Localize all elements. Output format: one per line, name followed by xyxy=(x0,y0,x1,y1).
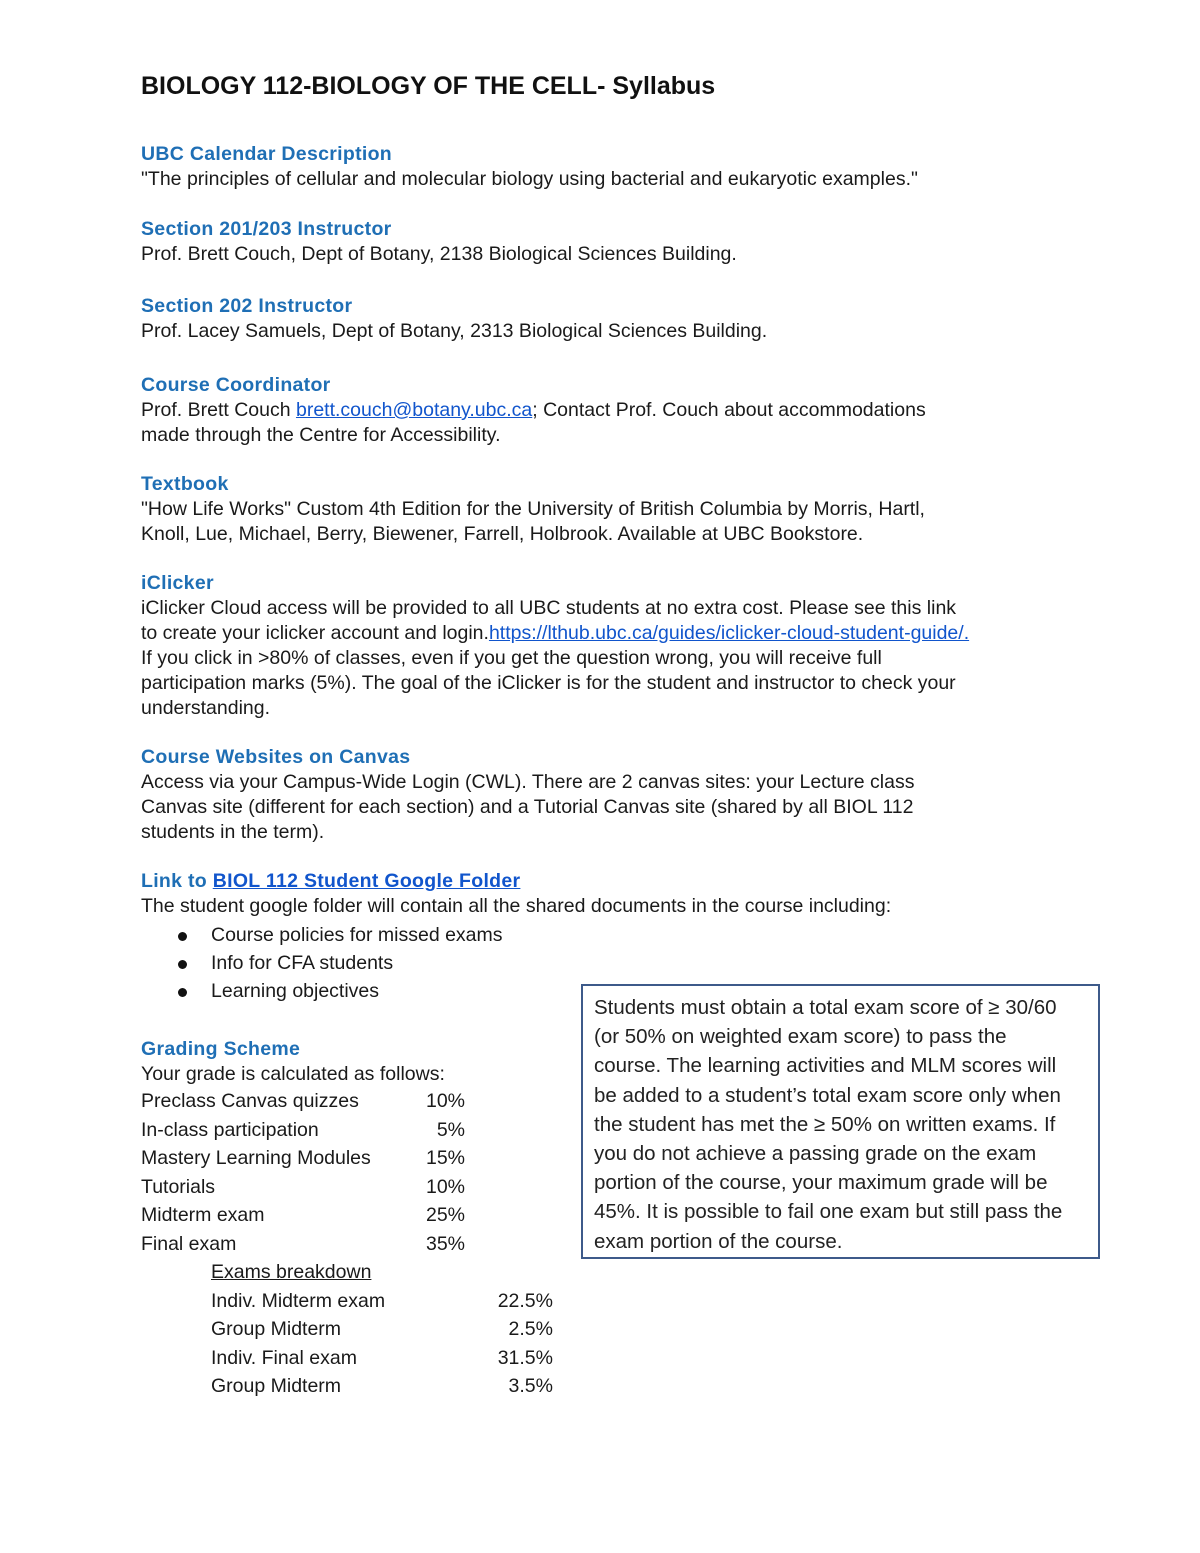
grade-item: Mastery Learning Modules xyxy=(141,1147,371,1169)
coordinator-heading: Course Coordinator xyxy=(141,374,331,396)
coordinator-line1 xyxy=(141,398,1071,423)
section202-text: Prof. Lacey Samuels, Dept of Botany, 2313 Biological Sciences Building. xyxy=(141,320,768,342)
bullet-text: Info for CFA students xyxy=(211,952,394,974)
google-folder-link[interactable]: BIOL 112 Student Google Folder xyxy=(212,870,521,892)
grade-value: 35% xyxy=(425,1232,465,1255)
folder-heading-prefix: Link to xyxy=(141,870,213,892)
exam-item: Group Midterm xyxy=(211,1318,342,1340)
notice-line: (or 50% on weighted exam score) to pass the xyxy=(594,1025,1007,1049)
exam-item: Indiv. Final exam xyxy=(211,1346,357,1369)
coordinator-line2: made through the Centre for Accessibility. xyxy=(141,424,501,446)
notice-line: course. The learning activities and MLM scores will xyxy=(594,1054,1057,1078)
iclicker-line3: If you click in >80% of classes, even if you get the question wrong, you will receive full xyxy=(141,647,882,669)
grade-value: 10% xyxy=(425,1090,465,1112)
grade-value: 15% xyxy=(425,1147,465,1169)
grading-heading: Grading Scheme xyxy=(141,1038,301,1060)
grade-item: Final exam xyxy=(141,1232,237,1255)
notice-line: 45%. It is possible to fail one exam but still pass the xyxy=(594,1200,1063,1224)
exam-value: 3.5% xyxy=(508,1375,553,1397)
notice-line: the student has met the ≥ 50% on written exams. If xyxy=(594,1112,1056,1136)
iclicker-line5: understanding. xyxy=(141,697,271,719)
section201-section xyxy=(141,217,1071,267)
canvas-section xyxy=(141,745,1071,845)
list-item xyxy=(141,949,1071,977)
canvas-heading: Course Websites on Canvas xyxy=(141,746,411,768)
table-row xyxy=(141,1173,465,1202)
coordinator-suffix: ; Contact Prof. Couch about accommodations xyxy=(532,399,926,421)
table-row xyxy=(141,1087,465,1116)
grade-value: 10% xyxy=(425,1175,465,1198)
table-row xyxy=(211,1372,553,1401)
iclicker-section xyxy=(141,571,1071,721)
iclicker-line4: participation marks (5%). The goal of the iClicker is for the student and instructor to check your xyxy=(141,672,956,694)
list-item xyxy=(141,921,1071,949)
section202-heading: Section 202 Instructor xyxy=(141,295,353,317)
exam-breakdown xyxy=(141,1258,571,1401)
grading-intro: Your grade is calculated as follows: xyxy=(141,1063,445,1085)
table-row xyxy=(141,1116,465,1145)
iclicker-guide-link[interactable]: https://lthub.ubc.ca/guides/iclicker-cloud-student-guide/. xyxy=(488,622,970,644)
grade-item: Midterm exam xyxy=(141,1204,265,1226)
exam-breakdown-label: Exams breakdown xyxy=(211,1261,372,1283)
bullet-icon xyxy=(178,960,187,969)
iclicker-line2 xyxy=(141,621,1071,646)
section202-section xyxy=(141,294,1071,344)
section201-heading: Section 201/203 Instructor xyxy=(141,218,392,240)
calendar-heading: UBC Calendar Description xyxy=(141,143,392,165)
textbook-section xyxy=(141,472,1071,547)
notice-line: be added to a student’s total exam score only when xyxy=(594,1083,1061,1107)
notice-line: exam portion of the course. xyxy=(594,1229,843,1253)
textbook-line2: Knoll, Lue, Michael, Berry, Biewener, Farrell, Holbrook. Available at UBC Bookstore. xyxy=(141,523,864,545)
exam-breakdown-table xyxy=(211,1287,553,1401)
folder-text: The student google folder will contain all the shared documents in the course including: xyxy=(141,895,892,917)
canvas-line1: Access via your Campus-Wide Login (CWL). There are 2 canvas sites: your Lecture class xyxy=(141,771,915,793)
bullet-icon xyxy=(178,932,187,941)
bullet-text: Learning objectives xyxy=(211,980,380,1002)
textbook-line1: "How Life Works" Custom 4th Edition for the University of British Columbia by Morris, Hartl, xyxy=(141,498,925,520)
folder-heading xyxy=(141,869,1071,894)
notice-line: Students must obtain a total exam score of ≥ 30/60 xyxy=(594,996,1057,1019)
table-row xyxy=(211,1287,553,1316)
exam-requirement-notice xyxy=(581,984,1100,1259)
exam-value: 22.5% xyxy=(497,1289,553,1312)
exam-value: 2.5% xyxy=(508,1318,553,1340)
bullet-icon xyxy=(178,988,187,997)
notice-line: portion of the course, your maximum grade will be xyxy=(594,1171,1048,1195)
grade-item: Preclass Canvas quizzes xyxy=(141,1090,359,1112)
coordinator-prefix: Prof. Brett Couch xyxy=(141,399,296,421)
iclicker-line1: iClicker Cloud access will be provided to all UBC students at no extra cost. Please see this link xyxy=(141,597,957,619)
exam-value: 31.5% xyxy=(497,1346,553,1369)
canvas-line3: students in the term). xyxy=(141,821,325,843)
bullet-text: Course policies for missed exams xyxy=(211,924,503,946)
calendar-text: "The principles of cellular and molecular biology using bacterial and eukaryotic examples." xyxy=(141,168,918,190)
table-row xyxy=(141,1201,465,1230)
section201-text: Prof. Brett Couch, Dept of Botany, 2138 Biological Sciences Building. xyxy=(141,243,737,265)
iclicker-line2-prefix: to create your iclicker account and login. xyxy=(141,622,489,644)
coordinator-section xyxy=(141,373,1071,448)
canvas-line2: Canvas site (different for each section) and a Tutorial Canvas site (shared by all BIOL 112 xyxy=(141,796,914,818)
coordinator-email-link[interactable]: brett.couch@botany.ubc.ca xyxy=(295,399,533,421)
grade-item: Tutorials xyxy=(141,1175,216,1198)
table-row xyxy=(211,1344,553,1373)
exam-item: Indiv. Midterm exam xyxy=(211,1289,386,1312)
grade-item: In-class participation xyxy=(141,1118,319,1141)
document-title: BIOLOGY 112-BIOLOGY OF THE CELL- Syllabus xyxy=(141,72,716,100)
notice-line: you do not achieve a passing grade on the exam xyxy=(594,1142,1037,1166)
grade-value: 25% xyxy=(425,1204,465,1226)
grading-section xyxy=(141,1037,571,1401)
table-row xyxy=(141,1230,465,1259)
table-row xyxy=(211,1315,553,1344)
exam-item: Group Midterm xyxy=(211,1375,342,1397)
grade-value: 5% xyxy=(436,1118,465,1141)
table-row xyxy=(141,1144,465,1173)
iclicker-heading: iClicker xyxy=(141,572,214,594)
calendar-section xyxy=(141,142,1071,192)
textbook-heading: Textbook xyxy=(141,473,229,495)
grading-table xyxy=(141,1087,465,1258)
